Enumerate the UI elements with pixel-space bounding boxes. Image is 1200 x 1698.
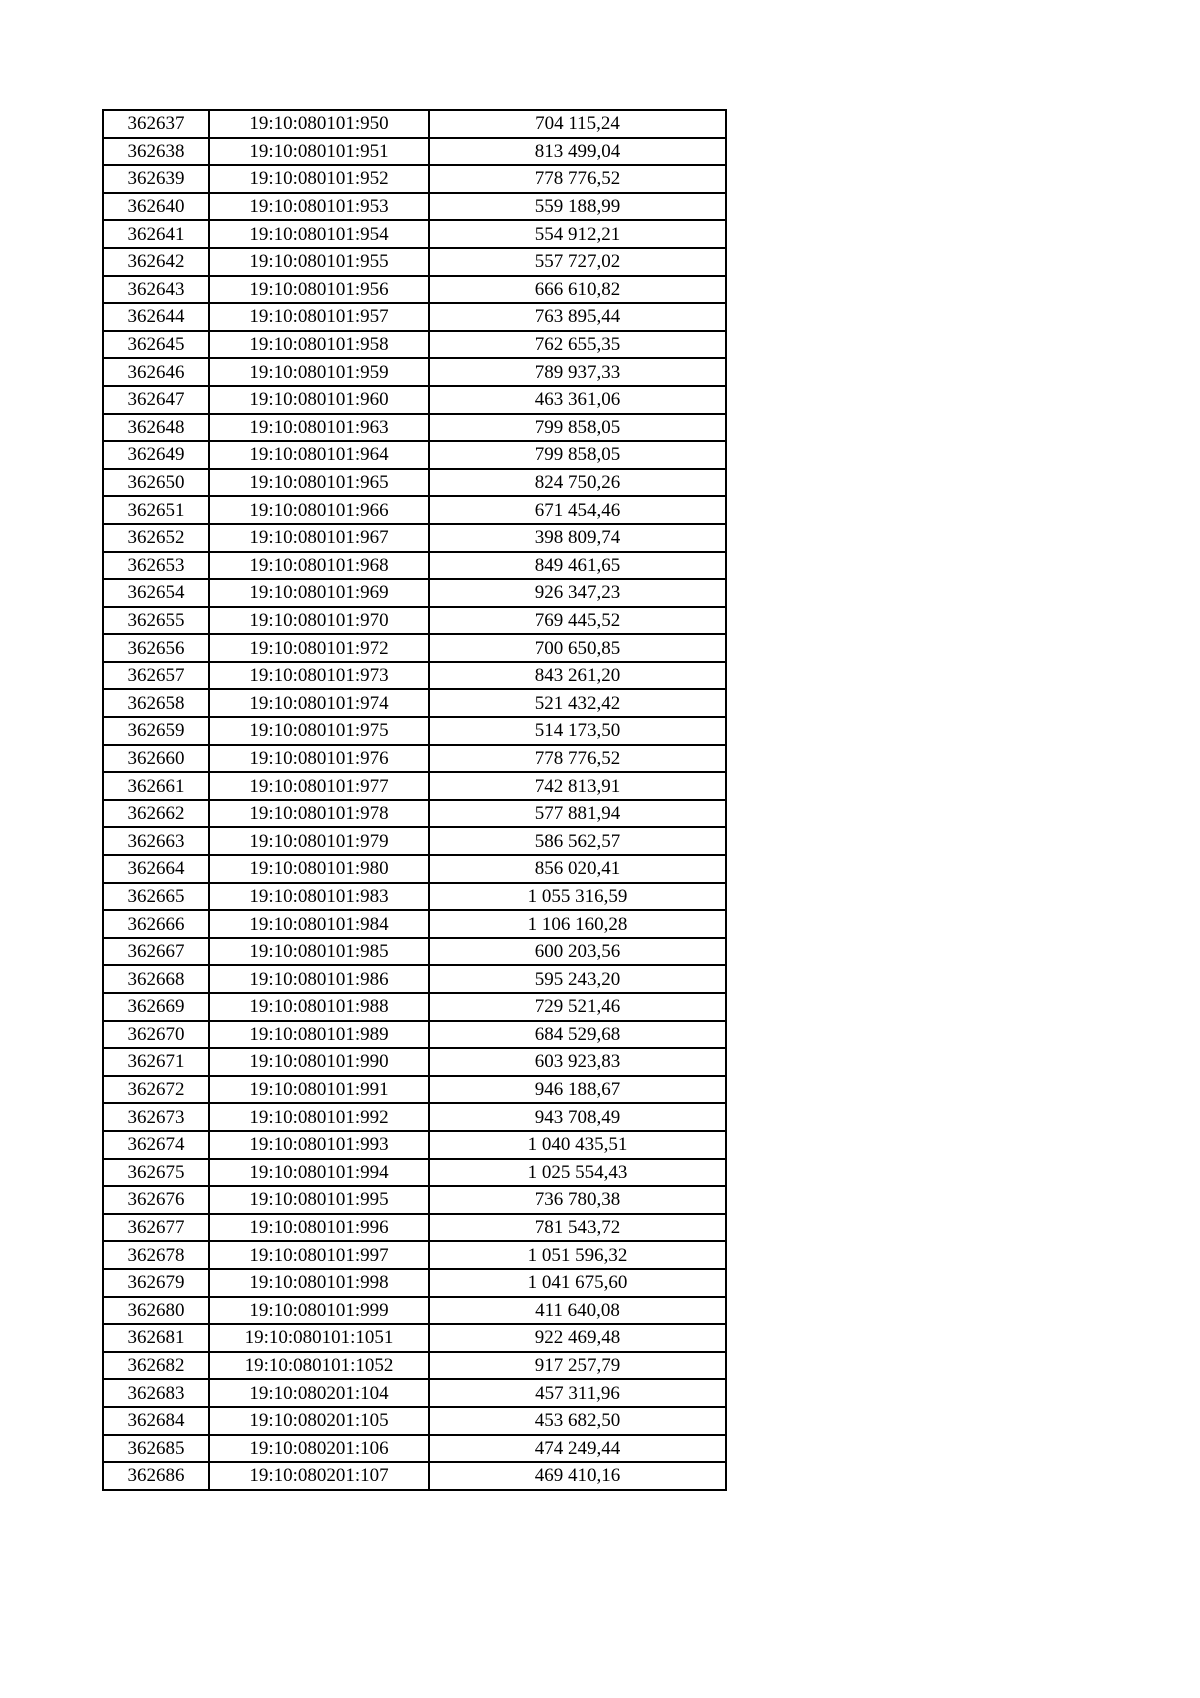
row-number-cell: 362661 — [103, 772, 209, 800]
row-number-cell: 362662 — [103, 800, 209, 828]
cadastral-number-cell: 19:10:080101:986 — [209, 965, 429, 993]
value-cell: 577 881,94 — [429, 800, 726, 828]
table-row — [103, 138, 726, 166]
row-number-cell: 362667 — [103, 938, 209, 966]
table-row — [103, 883, 726, 911]
cadastral-number-cell: 19:10:080101:968 — [209, 552, 429, 580]
cadastral-number-cell: 19:10:080101:959 — [209, 358, 429, 386]
table-row — [103, 1214, 726, 1242]
cadastral-number-cell: 19:10:080101:989 — [209, 1021, 429, 1049]
row-number-cell: 362653 — [103, 552, 209, 580]
cadastral-number-cell: 19:10:080101:964 — [209, 441, 429, 469]
table-row — [103, 1269, 726, 1297]
row-number-cell: 362646 — [103, 358, 209, 386]
value-cell: 453 682,50 — [429, 1407, 726, 1435]
value-cell: 778 776,52 — [429, 745, 726, 773]
row-number-cell: 362637 — [103, 110, 209, 138]
cadastral-number-cell: 19:10:080101:978 — [209, 800, 429, 828]
row-number-cell: 362639 — [103, 165, 209, 193]
value-cell: 1 051 596,32 — [429, 1241, 726, 1269]
row-number-cell: 362647 — [103, 386, 209, 414]
row-number-cell: 362654 — [103, 579, 209, 607]
value-cell: 943 708,49 — [429, 1103, 726, 1131]
row-number-cell: 362670 — [103, 1021, 209, 1049]
value-cell: 799 858,05 — [429, 414, 726, 442]
value-cell: 521 432,42 — [429, 689, 726, 717]
cadastral-number-cell: 19:10:080101:955 — [209, 248, 429, 276]
cadastral-value-table — [102, 109, 727, 1491]
table-row — [103, 386, 726, 414]
cadastral-number-cell: 19:10:080101:972 — [209, 634, 429, 662]
row-number-cell: 362658 — [103, 689, 209, 717]
cadastral-number-cell: 19:10:080101:966 — [209, 496, 429, 524]
row-number-cell: 362642 — [103, 248, 209, 276]
table-row — [103, 634, 726, 662]
value-cell: 824 750,26 — [429, 469, 726, 497]
row-number-cell: 362674 — [103, 1131, 209, 1159]
value-cell: 666 610,82 — [429, 276, 726, 304]
value-cell: 1 041 675,60 — [429, 1269, 726, 1297]
cadastral-number-cell: 19:10:080101:992 — [209, 1103, 429, 1131]
table-row — [103, 165, 726, 193]
cadastral-number-cell: 19:10:080101:960 — [209, 386, 429, 414]
table-row — [103, 1352, 726, 1380]
row-number-cell: 362660 — [103, 745, 209, 773]
cadastral-number-cell: 19:10:080101:1051 — [209, 1324, 429, 1352]
row-number-cell: 362678 — [103, 1241, 209, 1269]
row-number-cell: 362672 — [103, 1076, 209, 1104]
table-row — [103, 717, 726, 745]
value-cell: 559 188,99 — [429, 193, 726, 221]
row-number-cell: 362638 — [103, 138, 209, 166]
cadastral-number-cell: 19:10:080101:954 — [209, 220, 429, 248]
cadastral-number-cell: 19:10:080101:993 — [209, 1131, 429, 1159]
value-cell: 671 454,46 — [429, 496, 726, 524]
value-cell: 554 912,21 — [429, 220, 726, 248]
value-cell: 769 445,52 — [429, 607, 726, 635]
cadastral-number-cell: 19:10:080101:957 — [209, 303, 429, 331]
row-number-cell: 362686 — [103, 1462, 209, 1490]
value-cell: 849 461,65 — [429, 552, 726, 580]
cadastral-number-cell: 19:10:080101:974 — [209, 689, 429, 717]
row-number-cell: 362677 — [103, 1214, 209, 1242]
value-cell: 1 106 160,28 — [429, 910, 726, 938]
row-number-cell: 362656 — [103, 634, 209, 662]
cadastral-number-cell: 19:10:080101:995 — [209, 1186, 429, 1214]
value-cell: 856 020,41 — [429, 855, 726, 883]
cadastral-number-cell: 19:10:080101:998 — [209, 1269, 429, 1297]
cadastral-number-cell: 19:10:080101:996 — [209, 1214, 429, 1242]
cadastral-number-cell: 19:10:080101:952 — [209, 165, 429, 193]
value-cell: 700 650,85 — [429, 634, 726, 662]
table-row — [103, 1297, 726, 1325]
table-row — [103, 220, 726, 248]
table-row — [103, 331, 726, 359]
cadastral-number-cell: 19:10:080101:951 — [209, 138, 429, 166]
value-cell: 595 243,20 — [429, 965, 726, 993]
table-row — [103, 772, 726, 800]
row-number-cell: 362679 — [103, 1269, 209, 1297]
table-row — [103, 855, 726, 883]
value-cell: 684 529,68 — [429, 1021, 726, 1049]
value-cell: 799 858,05 — [429, 441, 726, 469]
value-cell: 603 923,83 — [429, 1048, 726, 1076]
table-row — [103, 662, 726, 690]
table-row — [103, 1159, 726, 1187]
row-number-cell: 362651 — [103, 496, 209, 524]
table-row — [103, 248, 726, 276]
row-number-cell: 362683 — [103, 1379, 209, 1407]
table-row — [103, 193, 726, 221]
table-row — [103, 1435, 726, 1463]
cadastral-number-cell: 19:10:080101:969 — [209, 579, 429, 607]
value-cell: 781 543,72 — [429, 1214, 726, 1242]
value-cell: 474 249,44 — [429, 1435, 726, 1463]
table-row — [103, 1241, 726, 1269]
cadastral-number-cell: 19:10:080101:983 — [209, 883, 429, 911]
value-cell: 762 655,35 — [429, 331, 726, 359]
row-number-cell: 362640 — [103, 193, 209, 221]
cadastral-number-cell: 19:10:080101:979 — [209, 827, 429, 855]
value-cell: 1 040 435,51 — [429, 1131, 726, 1159]
value-cell: 586 562,57 — [429, 827, 726, 855]
cadastral-number-cell: 19:10:080101:985 — [209, 938, 429, 966]
table-row — [103, 965, 726, 993]
table-row — [103, 1324, 726, 1352]
cadastral-number-cell: 19:10:080101:973 — [209, 662, 429, 690]
table-row — [103, 579, 726, 607]
table-row — [103, 110, 726, 138]
cadastral-number-cell: 19:10:080101:999 — [209, 1297, 429, 1325]
table-row — [103, 993, 726, 1021]
cadastral-number-cell: 19:10:080201:104 — [209, 1379, 429, 1407]
row-number-cell: 362676 — [103, 1186, 209, 1214]
value-cell: 736 780,38 — [429, 1186, 726, 1214]
table-row — [103, 303, 726, 331]
cadastral-number-cell: 19:10:080101:1052 — [209, 1352, 429, 1380]
value-cell: 917 257,79 — [429, 1352, 726, 1380]
cadastral-number-cell: 19:10:080101:965 — [209, 469, 429, 497]
row-number-cell: 362644 — [103, 303, 209, 331]
table-row — [103, 910, 726, 938]
value-cell: 704 115,24 — [429, 110, 726, 138]
row-number-cell: 362659 — [103, 717, 209, 745]
row-number-cell: 362663 — [103, 827, 209, 855]
table-row — [103, 1076, 726, 1104]
row-number-cell: 362652 — [103, 524, 209, 552]
value-cell: 557 727,02 — [429, 248, 726, 276]
value-cell: 411 640,08 — [429, 1297, 726, 1325]
row-number-cell: 362680 — [103, 1297, 209, 1325]
value-cell: 926 347,23 — [429, 579, 726, 607]
cadastral-number-cell: 19:10:080101:958 — [209, 331, 429, 359]
cadastral-number-cell: 19:10:080101:994 — [209, 1159, 429, 1187]
row-number-cell: 362669 — [103, 993, 209, 1021]
value-cell: 778 776,52 — [429, 165, 726, 193]
cadastral-number-cell: 19:10:080101:963 — [209, 414, 429, 442]
row-number-cell: 362649 — [103, 441, 209, 469]
row-number-cell: 362665 — [103, 883, 209, 911]
value-cell: 813 499,04 — [429, 138, 726, 166]
table-row — [103, 745, 726, 773]
row-number-cell: 362645 — [103, 331, 209, 359]
table-row — [103, 358, 726, 386]
table-row — [103, 1379, 726, 1407]
value-cell: 514 173,50 — [429, 717, 726, 745]
cadastral-number-cell: 19:10:080201:107 — [209, 1462, 429, 1490]
cadastral-number-cell: 19:10:080101:997 — [209, 1241, 429, 1269]
cadastral-number-cell: 19:10:080201:105 — [209, 1407, 429, 1435]
table-row — [103, 1131, 726, 1159]
cadastral-number-cell: 19:10:080101:950 — [209, 110, 429, 138]
table-row — [103, 469, 726, 497]
value-cell: 843 261,20 — [429, 662, 726, 690]
cadastral-number-cell: 19:10:080101:953 — [209, 193, 429, 221]
table-row — [103, 441, 726, 469]
value-cell: 1 055 316,59 — [429, 883, 726, 911]
table-row — [103, 800, 726, 828]
cadastral-number-cell: 19:10:080101:976 — [209, 745, 429, 773]
value-cell: 742 813,91 — [429, 772, 726, 800]
cadastral-number-cell: 19:10:080101:990 — [209, 1048, 429, 1076]
row-number-cell: 362673 — [103, 1103, 209, 1131]
table-row — [103, 496, 726, 524]
row-number-cell: 362671 — [103, 1048, 209, 1076]
value-cell: 729 521,46 — [429, 993, 726, 1021]
value-cell: 463 361,06 — [429, 386, 726, 414]
cadastral-number-cell: 19:10:080101:991 — [209, 1076, 429, 1104]
row-number-cell: 362648 — [103, 414, 209, 442]
row-number-cell: 362650 — [103, 469, 209, 497]
value-cell: 922 469,48 — [429, 1324, 726, 1352]
cadastral-number-cell: 19:10:080201:106 — [209, 1435, 429, 1463]
table-row — [103, 1103, 726, 1131]
row-number-cell: 362666 — [103, 910, 209, 938]
row-number-cell: 362643 — [103, 276, 209, 304]
row-number-cell: 362664 — [103, 855, 209, 883]
cadastral-number-cell: 19:10:080101:967 — [209, 524, 429, 552]
cadastral-number-cell: 19:10:080101:980 — [209, 855, 429, 883]
value-cell: 457 311,96 — [429, 1379, 726, 1407]
table-row — [103, 1048, 726, 1076]
row-number-cell: 362655 — [103, 607, 209, 635]
cadastral-number-cell: 19:10:080101:975 — [209, 717, 429, 745]
cadastral-number-cell: 19:10:080101:970 — [209, 607, 429, 635]
row-number-cell: 362675 — [103, 1159, 209, 1187]
table-row — [103, 938, 726, 966]
table-row — [103, 1186, 726, 1214]
row-number-cell: 362657 — [103, 662, 209, 690]
cadastral-number-cell: 19:10:080101:956 — [209, 276, 429, 304]
value-cell: 398 809,74 — [429, 524, 726, 552]
cadastral-number-cell: 19:10:080101:977 — [209, 772, 429, 800]
cadastral-number-cell: 19:10:080101:984 — [209, 910, 429, 938]
value-cell: 763 895,44 — [429, 303, 726, 331]
row-number-cell: 362685 — [103, 1435, 209, 1463]
table-row — [103, 607, 726, 635]
table-row — [103, 1407, 726, 1435]
table-row — [103, 689, 726, 717]
table-body — [103, 110, 726, 1490]
table-row — [103, 524, 726, 552]
cadastral-number-cell: 19:10:080101:988 — [209, 993, 429, 1021]
row-number-cell: 362641 — [103, 220, 209, 248]
row-number-cell: 362682 — [103, 1352, 209, 1380]
table-row — [103, 414, 726, 442]
table-row — [103, 1462, 726, 1490]
row-number-cell: 362668 — [103, 965, 209, 993]
table-row — [103, 827, 726, 855]
table-row — [103, 1021, 726, 1049]
table-row — [103, 276, 726, 304]
table-row — [103, 552, 726, 580]
value-cell: 469 410,16 — [429, 1462, 726, 1490]
row-number-cell: 362681 — [103, 1324, 209, 1352]
row-number-cell: 362684 — [103, 1407, 209, 1435]
value-cell: 789 937,33 — [429, 358, 726, 386]
value-cell: 600 203,56 — [429, 938, 726, 966]
value-cell: 946 188,67 — [429, 1076, 726, 1104]
value-cell: 1 025 554,43 — [429, 1159, 726, 1187]
